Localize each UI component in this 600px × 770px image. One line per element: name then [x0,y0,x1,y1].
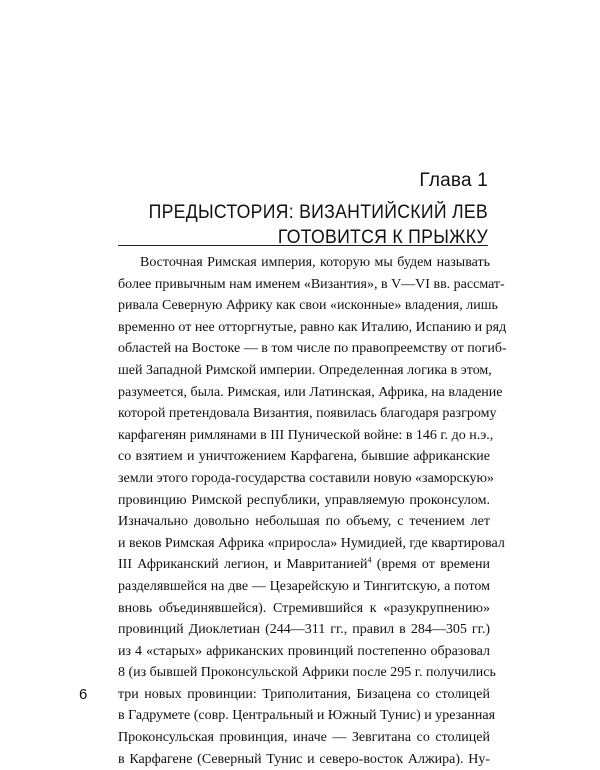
text-line: из 4 «старых» африканских провинций постепенно образовал [118,643,490,659]
text-line: земли этого города-государства составили новую «заморскую» [118,470,494,486]
chapter-title-line-2: ГОТОВИТСЯ К ПРЫЖКУ [277,227,488,248]
text-line: 8 (из бывшей Проконсульской Африки после 295 г. получились [118,665,496,681]
title-underline-rule [118,245,488,246]
text-line: в Гадрумете (совр. Центральный и Южный Тунис) и урезанная [118,708,496,724]
footnote-reference[interactable]: 4 [367,555,372,565]
text-line: со взятием и уничтожением Карфагена, бывшие африканские [118,449,490,465]
text-line: три новых провинции: Триполитания, Бизацена со столицей [118,686,490,702]
text-line: и веков Римская Африка «приросла» Нумидией, где квартировал [118,535,505,551]
text-line-tail: (время от времени [371,557,490,573]
text-line: которой претендовала Византия, появилась благодаря разгрому [118,406,497,422]
chapter-title [116,200,488,250]
text-line: областей на Востоке — в том числе по правопреемству от погиб- [118,341,507,357]
text-line: более привычным нам именем «Византия», в V—VI вв. рассмат- [118,276,505,292]
text-line: провинцию Римской республики, управляемую проконсулом. [118,492,490,508]
chapter-label: Глава 1 [419,170,488,191]
text-line: вновь объединявшейся). Стремившийся к «разукрупнению» [118,600,490,616]
text-line: Восточная Римская империя, которую мы будем называть [140,255,490,270]
text-line-with-footnote [118,554,490,576]
text-line: провинций Диоклетиан (244—311 гг., правил в 284—305 гг.) [118,622,490,638]
chapter-title-line-1: ПРЕДЫСТОРИЯ: ВИЗАНТИЙСКИЙ ЛЕВ [148,202,488,223]
text-line: карфагенян римлянами в III Пунической войне: в 146 г. до н.э., [118,427,494,443]
text-line: ривала Северную Африку как свои «исконные» владения, лишь [118,298,498,314]
text-line: временно от нее отторгнутые, равно как Италию, Испанию и ряд [118,319,507,335]
text-line: в Карфагене (Северный Тунис и северо-восток Алжира). Ну- [118,751,490,767]
text-line: Проконсульская провинция, иначе — Зевгитана со столицей [118,730,490,746]
body-paragraph [118,252,507,770]
page-number: 6 [79,686,88,703]
text-line: разумеется, была. Римская, или Латинская, Африка, на владение [118,384,503,400]
text-line: разделявшейся на две — Цезарейскую и Тингитскую, а потом [118,578,490,594]
text-line-head: III Африканский легион, и Мавританией [118,557,368,573]
text-line: шей Западной Римской империи. Определенная логика в этом, [118,362,492,378]
text-line: Изначально довольно небольшая по объему, с течением лет [118,514,490,530]
